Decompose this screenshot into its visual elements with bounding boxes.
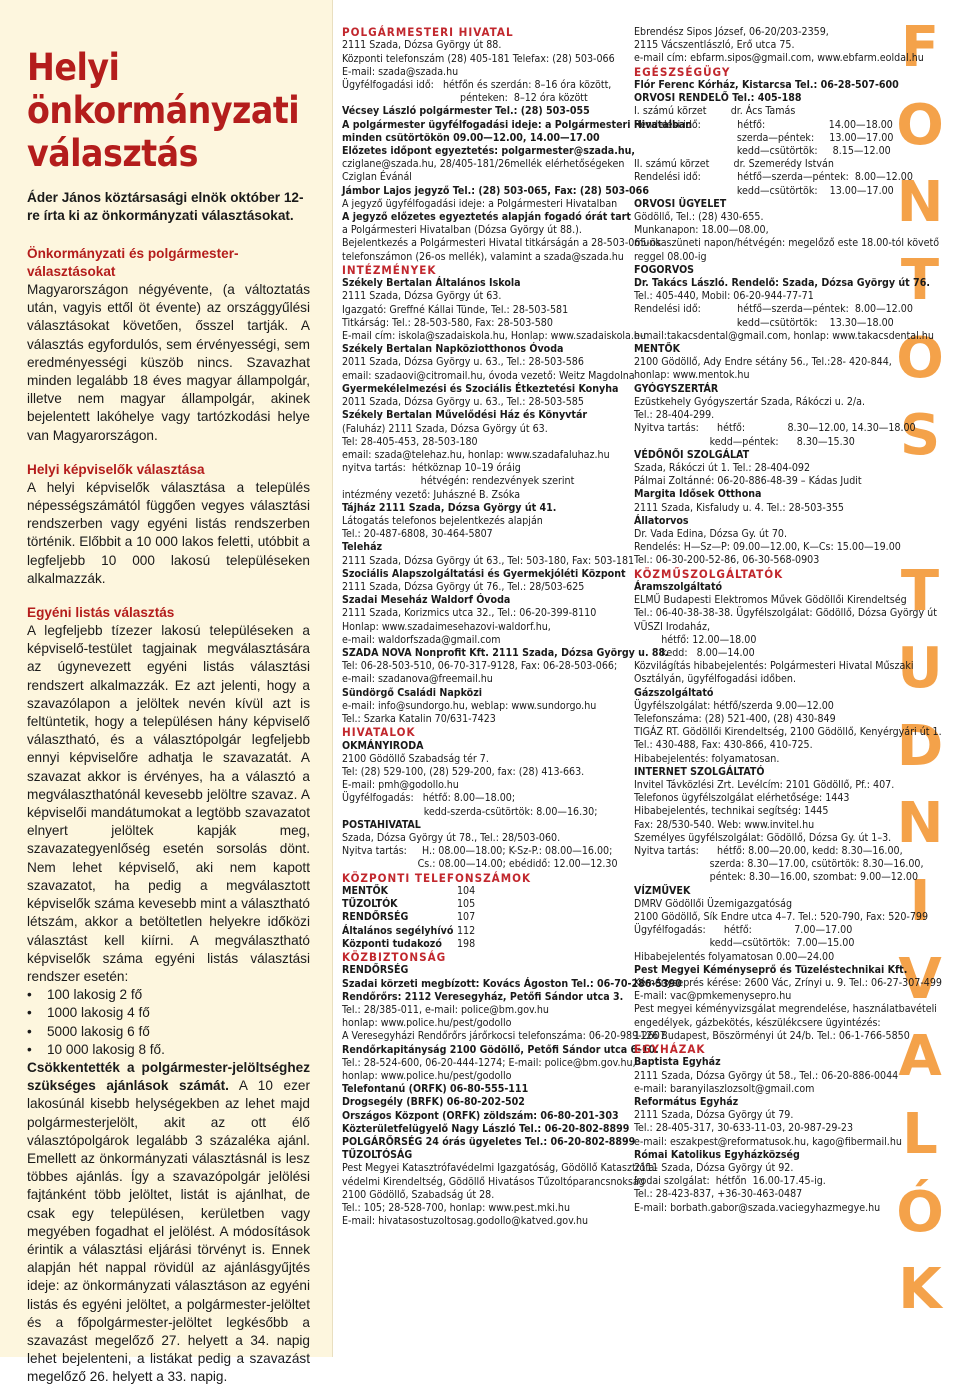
directory-line: Jámbor Lajos jegyző Tel.: (28) 503-065, Fax: (28) 503-066 <box>342 184 649 197</box>
directory-line: Pest Megyei Katasztrófavédelmi Igazgatóság, Gödöllő Katasztrófa- <box>342 1162 658 1175</box>
seat-count-list <box>27 986 310 1059</box>
directory-line: Ügyfélfogadás: hétfő: 8.00—18.00; <box>342 792 516 805</box>
directory-line: honlap: www.mentok.hu <box>634 369 750 382</box>
side-title-letter: N <box>896 170 944 235</box>
phone-row <box>342 925 620 938</box>
side-title-letter: N <box>896 791 944 856</box>
directory-line: cziglane@szada.hu, 28/405-181/26mellék elérhetőségeken <box>342 158 625 171</box>
directory-line: kedd—csütörtök: 7.00—15.00 <box>634 937 855 950</box>
directory-line: ELMŰ Budapesti Elektromos Művek Gödöllői Kirendeltség <box>634 594 907 607</box>
directory-line: Állatorvos <box>634 514 689 527</box>
directory-line: 1126 Budapest, Böszörményi út 24/b. Tel.: 06-1-766-5850 <box>634 1029 910 1042</box>
phone-number: 105 <box>457 898 476 911</box>
article-column <box>0 0 333 1385</box>
closing-paragraph <box>27 1059 310 1387</box>
directory-line: e-mail: eszakpest@reformatusok.hu, kago@fibermail.hu <box>634 1135 902 1148</box>
directory-line: Cs.: 08.00—14.00; ebédidő: 12.00—12.30 <box>342 858 618 871</box>
directory-line: Hibabejelentés folyamatosan 0.00—24.00 <box>634 950 835 963</box>
directory-line: Telefonszáma: (28) 521-400, (28) 430-849 <box>634 712 836 725</box>
directory-line: Drogsegély (BRFK) 06-80-202-502 <box>342 1096 525 1109</box>
directory-line: hétvégén: rendezvények szerint <box>342 475 575 488</box>
directory-line: MENTŐK <box>634 343 680 356</box>
directory-line: Sündörgő Családi Napközi <box>342 686 483 699</box>
directory-line: Személyes ügyfélszolgálat: Gödöllő, Dózsa Gy. út 1–3. <box>634 831 892 844</box>
directory-line: Ügyfélfogadás: hétfő: 7.00—17.00 <box>634 924 853 937</box>
directory-line: kedd—péntek: 8.30—15.30 <box>634 435 855 448</box>
directory-line: Országos Központ (ORFK) zöldszám: 06-80-201-303 <box>342 1109 619 1122</box>
side-title-letter: T <box>900 559 940 624</box>
side-title-letter: F <box>900 15 940 80</box>
section-header: KÖZMŰSZOLGÁLTATÓK <box>634 566 784 581</box>
directory-line: Teleház <box>342 541 383 554</box>
directory-line: Szada, Dózsa György út 78., Tel.: 28/503-060. <box>342 832 561 844</box>
phone-label: RENDŐRSÉG <box>342 911 409 924</box>
directory-line: Római Katolikus Egyházközség <box>634 1148 800 1161</box>
directory-line: Tel: 28-405-453, 28-503-180 <box>342 435 478 448</box>
directory-line: 2100 Gödöllő, Sík Endre utca 4–7. Tel.: 520-790, Fax: 520-799 <box>634 911 929 924</box>
section-header: HIVATALOK <box>342 725 416 740</box>
directory-line: 2111 Szada, Dózsa György út 63. <box>342 290 502 303</box>
directory-line: Margita Idősek Otthona <box>634 488 762 501</box>
directory-line: Irodai szolgálat: hétfőn 16.00-17.45-ig. <box>634 1175 826 1188</box>
phone-number: 107 <box>457 911 476 924</box>
directory-line: Pest megyei kéményvizsgálat megrendelése, használatbavételi <box>634 1003 937 1016</box>
phone-label: Központi tudakozó <box>342 937 442 950</box>
phone-row <box>342 911 620 924</box>
directory-line: E-mail: pmh@godollo.hu <box>342 779 459 792</box>
directory-line: Központi telefonszám (28) 405-181 Telefax: (28) 503-066 <box>342 52 615 65</box>
directory-line: GYÓGYSZERTÁR <box>634 382 719 395</box>
directory-line: Székely Bertalan Általános Iskola <box>342 277 521 290</box>
directory-line: Tel.: 430-488, Fax: 430-866, 410-725. <box>634 739 813 752</box>
directory-line: Rendelés: H—Sz—P: 09.00—12.00, K—Cs: 15.00—19.00 <box>634 541 901 554</box>
directory-line: Előzetes időpont egyeztetés: polgarmester@szada.hu, <box>342 145 636 158</box>
directory-line: E-mail: borbath.gabor@szada.vaciegyhazmegye.hu <box>634 1201 881 1214</box>
directory-line: 2011 Szada, Dózsa György u. 63., Tel.: 28-503-585 <box>342 396 584 409</box>
directory-line: Szadai Meseház Waldorf Óvoda <box>342 594 511 607</box>
directory-line: 2100 Gödöllő, Ady Endre sétány 56., Tel.:28- 420-844, <box>634 356 892 369</box>
directory-line: Tájház 2111 Szada, Dózsa György út 41. <box>342 501 557 514</box>
phone-row <box>342 885 620 898</box>
directory-line: Közterületfelügyelő Nagy László Tel.: 06-20-802-8899 <box>342 1122 630 1135</box>
section-header: POLGÁRMESTERI HIVATAL <box>342 25 514 39</box>
directory-line: Igazgató: Greffné Kállai Tünde, Tel.: 28-503-581 <box>342 303 569 316</box>
directory-line: E-mail cím: iskola@szadaiskola.hu, Honlap: www.szadaiskola.hu <box>342 330 647 343</box>
side-title-letter: V <box>898 947 942 1012</box>
article-title: Helyi önkormányzati választás <box>27 46 300 175</box>
directory-line: Invitel Távközlési Zrt. Levélcím: 2101 Gödöllő, Pf.: 407. <box>634 778 895 791</box>
directory-line: Református Egyház <box>634 1096 739 1109</box>
directory-line: kedd—csütörtök: 13.30—18.00 <box>634 316 894 329</box>
section-header: EGYHÁZAK <box>634 1042 706 1057</box>
directory-line: Székely Bertalan Napköziotthonos Óvoda <box>342 343 564 356</box>
directory-line: Látogatás telefonos bejelentkezés alapján <box>342 514 543 527</box>
directory-line: A polgármester ügyfélfogadási ideje: a Polgármesteri Hivatalban <box>342 118 692 131</box>
directory-line: e-mail cím: ebfarm.sipos@gmail.com, www.ebfarm.eoldal.hu <box>634 52 924 65</box>
directory-line: A jegyző ügyfélfogadási ideje: a Polgármesteri Hivatalban <box>342 197 618 210</box>
directory-line: 2115 Vácszentlászló, Erő utca 75. <box>634 39 795 52</box>
directory-line: péntek: 8.30—16.00, szombat: 9.00—12.00 <box>634 871 919 884</box>
section-title: Önkormányzati és polgármester-választásokat <box>27 246 239 279</box>
list-item: • 1000 lakosig 4 fő <box>27 1004 310 1022</box>
phone-label: TŰZOLTÓK <box>342 898 398 911</box>
directory-line: Szada, Rákóczi út 1. Tel.: 28-404-092 <box>634 461 811 474</box>
directory-line: Tel.: 28/385-011, e-mail: police@bm.gov.hu <box>342 1004 549 1017</box>
directory-line: Tel.: 06-30-200-52-86, 06-30-568-0903 <box>634 554 820 567</box>
directory-line: a Polgármesteri Hivatalban (Dózsa György út 88.). <box>342 224 582 237</box>
directory-line: Szociális Alapszolgáltatási és Gyermekjóléti Központ <box>342 567 626 580</box>
directory-line: 2111 Szada, Dózsa György út 63., Tel: 503-180, Fax: 503-181 <box>342 554 635 567</box>
directory-line: Székely Bertalan Művelődési Ház és Könyvtár <box>342 409 588 422</box>
section-title: Egyéni listás választás <box>27 605 175 621</box>
directory-line: ORVOSI ÜGYELET <box>634 197 727 210</box>
directory-line: TŰZOLTÓSÁG <box>342 1149 413 1162</box>
side-title-letter: A <box>898 1024 942 1089</box>
side-title-letter: Ó <box>896 1180 944 1245</box>
directory-line: Hibabejelentés: folyamatosan. <box>634 752 780 765</box>
directory-line: 2111 Szada, Korizmics utca 32., Tel.: 06-20-399-8110 <box>342 607 597 620</box>
directory-line: Tel.: 28-404-299. <box>634 409 715 422</box>
directory-line: Baptista Egyház <box>634 1056 721 1069</box>
phone-label: Általános segélyhívó <box>342 924 454 937</box>
directory-line: Kéményseprés kérése: 2600 Vác, Zrínyi u. 9. Tel.: 06-27-307-499 <box>634 977 942 990</box>
section-header: KÖZBIZTONSÁG <box>342 950 447 965</box>
phone-number: 198 <box>457 937 476 950</box>
section-header: KÖZPONTI TELEFONSZÁMOK <box>342 870 532 885</box>
directory-line: Pálmai Zoltánné: 06-20-886-48-39 – Kádas Judit <box>634 475 862 488</box>
directory-line: hétfő: 12.00—18.00 <box>634 633 757 646</box>
section-text: Magyarországon négyévente, (a változtatás után, vagyis ettől öt évente) az országgyűlési választásokat követően, ősszel tartják. A választás egyfordulós, sem érvényességi, sem eredményességi küszöb nincs. Szavazhat minden legalább 18 éves magyar állampolgár, illetve nem magyar állampolgár, akinek bejelentett lakóhelye vagy tartózkodási helye van Magyarországon. <box>27 282 310 443</box>
side-title-letter: U <box>897 636 943 701</box>
directory-line: I. számú körzet dr. Ács Tamás <box>634 105 796 118</box>
directory-line: Tel.: 06-40-38-38-38. Ügyfélszolgálat: Gödöllő, Dózsa György út <box>634 607 937 620</box>
directory-line: Rendelési idő: hétfő—szerda—péntek: 8.00—12.00 <box>634 171 913 184</box>
directory-line: Tel.: 28-405-317, 30-633-11-03, 20-987-29-23 <box>634 1122 854 1135</box>
directory-line: Nyitva tartás: hétfő: 8.00—20.00, kedd: 8.30—16.00, <box>634 845 903 857</box>
directory-line: TIGÁZ RT. Gödöllői Kirendeltség, 2100 Gödöllő, Kenyérgyári út 1. <box>634 726 942 739</box>
directory-line: pénteken: 8–12 óra között <box>342 92 588 105</box>
directory-line: 2011 Szada, Dózsa György u. 63., Tel.: 28-503-586 <box>342 356 584 369</box>
directory-line: Tel: (28) 529-100, (28) 529-200, fax: (28) 413-663. <box>342 765 585 778</box>
closing-text: A 10 ezer lakosúnál kisebb helységekben az lehet majd polgármesterjelölt, akit az ott élő választópolgárok legalább 3 százaléka ajánl. Emellett az önkormányzati választásnál is lesz többes ajánlás. Így a szavazópolgár jelölési fajtánként több jelöltet, listát is ajánlhat, de csak egy településen, kerületben vagy megyében fogadhat el jelölést. A módosítások érintik a választási eljárási törvényt is. Ennek alapján hét nappal rövidül az ajánlásgyűjtés ideje: az önkormányzati választáson az egyéni listás és egyéni jelöltet, a polgármester-jelöltet és a főpolgármester-jelöltet legkésőbb a szavazást megelőző 27. helyett a 34. napig lehet bejelenteni, a listákat pedig a szavazást megelőző 26. helyett a 33. napig. <box>27 1078 310 1385</box>
directory-line: Gázszolgáltató <box>634 686 714 699</box>
directory-line: e-mail: baranyilaszlozsolt@gmail.com <box>634 1082 815 1095</box>
directory-line: II. számú körzet dr. Szemerédy István <box>634 158 834 171</box>
list-item: • 100 lakosig 2 fő <box>27 986 310 1004</box>
phone-number: 112 <box>457 924 476 937</box>
directory-line: Cziglan Évánál <box>342 171 412 184</box>
list-item: • 5000 lakosig 6 fő <box>27 1023 310 1041</box>
section-title: Helyi képviselők választása <box>27 461 205 477</box>
directory-line: Honlap: www.szadaimesehazovi-waldorf.hu, <box>342 620 551 633</box>
directory-line: Áramszolgáltató <box>634 580 723 593</box>
directory-line: Szadai körzeti megbízott: Kovács Ágoston Tel.: 06-70-286-5390 <box>342 977 682 990</box>
directory-line: kedd-szerda-csütörtök: 8.00—16.30; <box>342 805 598 818</box>
section-header: INTÉZMÉNYEK <box>342 262 437 277</box>
side-title-letter: O <box>896 93 944 158</box>
directory-line: VÍZMŰVEK <box>634 884 691 897</box>
directory-line: Vécsey László polgármester Tel.: (28) 503-055 <box>342 105 590 118</box>
directory-line: INTERNET SZOLGÁLTATÓ <box>634 765 765 778</box>
directory-line: szerda—péntek: 13.00—17.00 <box>634 131 894 144</box>
side-title-letter: K <box>898 1257 942 1322</box>
directory-line: Osztályán, ügyfélfogadási időben. <box>634 673 796 686</box>
directory-line: Ügyfélszolgálat: hétfő/szerda 9.00—12.00 <box>634 699 834 712</box>
phone-number: 104 <box>457 885 476 898</box>
directory-line: A Veresegyházi Rendőrőrs járőrkocsi telefonszáma: 06-20-989-2607 <box>342 1030 666 1043</box>
directory-line: Tel.: 28-524-600, 06-20-444-1274; E-mail: police@bm.gov.hu, <box>342 1056 636 1069</box>
directory-line: SZADA NOVA Nonprofit Kft. 2111 Szada, Dózsa György u. 88. <box>342 646 669 659</box>
directory-line: Titkárság: Tel.: 28-503-580, Fax: 28-503-580 <box>342 316 553 329</box>
directory-line: Tel.: 20-487-6808, 30-464-5807 <box>342 528 493 541</box>
directory-line: Flór Ferenc Kórház, Kistarcsa Tel.: 06-28-507-600 <box>634 79 899 92</box>
directory-line: telefonszámon (26-os mellék), valamint a szada@szada.hu <box>342 250 624 263</box>
directory-line: 2100 Gödöllő, Szabadság út 28. <box>342 1188 495 1201</box>
directory-line: Munkanapon: 18.00—08.00, <box>634 224 769 237</box>
directory-line: VÜSZI Irodaház, <box>634 620 711 633</box>
directory-line: ORVOSI RENDELŐ Tel.: 405-188 <box>634 92 802 105</box>
phone-label: MENTŐK <box>342 885 388 898</box>
directory-line: POLGÁRŐRSÉG 24 órás ügyeletes Tel.: 06-20-802-8899 <box>342 1136 636 1149</box>
list-item: • 10 000 lakosig 8 fő. <box>27 1041 310 1059</box>
directory-line: Gyermekélelmezési és Szociális Étkeztetési Konyha <box>342 382 619 395</box>
side-title-letter: S <box>899 403 941 468</box>
directory-line: Dr. Vada Edina, Dózsa Gy. út 70. <box>634 527 787 540</box>
section-text: A helyi képviselők választása a település népességszámától függően vegyes választási rendszerben vagy egyéni listás rendszerben történik. Előbbit a 10 000 lakos feletti, utóbbit a legfeljebb 10 000 lakosú településeken alkalmazzák. <box>27 479 310 586</box>
side-title-letter: L <box>902 1102 938 1167</box>
directory-line: munkaszüneti napon/hétvégén: megelőző este 18.00-tól követő <box>634 237 940 250</box>
article-intro: Áder János köztársasági elnök október 12-re írta ki az önkormányzati választásokat. <box>27 190 304 223</box>
directory-line: Rendőrőrs: 2112 Veresegyház, Petőfi Sándor utca 3. <box>342 990 624 1003</box>
directory-line: Tel: 06-28-503-510, 06-70-317-9128, Fax: 06-28-503-066; <box>342 660 618 673</box>
directory-line: kedd—csütörtök: 8.15—12.00 <box>634 145 891 158</box>
directory-line: Tel.: 405-440, Mobil: 06-20-944-77-71 <box>634 290 814 303</box>
directory-line: Telefonos ügyfélszolgálat elérhetősége: 1443 <box>634 792 850 805</box>
directory-line: 2111 Szada, Dózsa György út 92. <box>634 1162 794 1175</box>
directory-line: Hibabejelentés, technikai segítség: 1445 <box>634 805 829 818</box>
directory-line: 2111 Szada, Dózsa György út 79. <box>634 1109 794 1122</box>
directory-line: Telefontanú (ORFK) 06-80-555-111 <box>342 1083 529 1096</box>
directory-line: Rendelési idő: hétfő—szerda—péntek: 8.00—12.00 <box>634 303 913 316</box>
directory-line: E-mail: hivatasostuzoltosag.godollo@katved.gov.hu <box>342 1215 589 1228</box>
directory-line: 2111 Szada, Dózsa György út 88. <box>342 39 502 52</box>
directory-line: E-mail: szada@szada.hu <box>342 65 459 78</box>
directory-column-right <box>634 26 942 1215</box>
section-header: EGÉSZSÉGÜGY <box>634 64 731 79</box>
directory-line: Tel.: 105; 28-528-700, honlap: www.pest.mki.hu <box>342 1202 570 1215</box>
directory-line: 2111 Szada, Kisfaludy u. 4. Tel.: 28-503-355 <box>634 501 844 514</box>
directory-line: Nyitva tartás: H.: 08.00—18.00; K-Sz-P.: 08.00—16.00; <box>342 845 613 858</box>
directory-line: Ebrendész Sipos József, 06-20/203-2359, <box>634 26 829 38</box>
directory-line: védelmi Kirendeltség, Gödöllő Hivatásos Tűzoltóparancsnokság <box>342 1175 645 1188</box>
directory-line: kedd: 8.00—14.00 <box>634 646 755 659</box>
side-title-letter: O <box>896 326 944 391</box>
directory-line: Ügyfélfogadási idő: hétfőn és szerdán: 8–16 óra között, <box>342 79 612 92</box>
directory-line: 2100 Gödöllő Szabadság tér 7. <box>342 752 489 765</box>
directory-line: E-mail: vac@pmkemenyseprо.hu <box>634 990 792 1003</box>
phone-row <box>342 898 620 911</box>
directory-line: Rendőrkapitányság 2100 Gödöllő, Petőfi Sándor utca 6–10. <box>342 1043 659 1056</box>
directory-line: engedélyek, gázbekötés, készülékcsere ügyintézés: <box>634 1016 881 1029</box>
directory-line: Tel.: Szarka Katalin 70/631-7423 <box>342 712 496 725</box>
directory-line: Dr. Takács László. Rendelő: Szada, Dózsa György út 76. <box>634 277 930 290</box>
side-title-letter: I <box>909 869 931 934</box>
directory-line: RENDŐRSÉG <box>342 964 409 977</box>
directory-line: 2111 Szada, Dózsa György út 76., Tel.: 28/503-625 <box>342 580 585 593</box>
directory-line: VÉDŐNŐI SZOLGÁLAT <box>634 448 750 461</box>
directory-line: honlap: www.police.hu/pest/godollo <box>342 1070 512 1083</box>
directory-line: 2111 Szada, Dózsa György út 58., Tel.: 06-20-886-0044 <box>634 1069 899 1082</box>
directory-line: reggel 08.00-ig <box>634 250 707 263</box>
directory-line: Rendelési idő: hétfő: 14.00—18.00 <box>634 118 893 131</box>
directory-line: DMRV Gödöllői Üzemigazgatóság <box>634 897 793 910</box>
directory-line: nyitva tartás: hétköznap 10–19 óráig <box>342 462 521 475</box>
directory-line: intézmény vezető: Juhászné B. Zsóka <box>342 488 521 501</box>
directory-line: Ezüstkehely Gyógyszertár Szada, Rákóczi u. 2/a. <box>634 395 865 408</box>
directory-line: email: szada@telehaz.hu, honlap: www.szadafaluhaz.hu <box>342 448 610 461</box>
directory-line: (Faluház) 2111 Szada, Dózsa György út 63. <box>342 422 548 435</box>
directory-line: OKMÁNYIRODA <box>342 739 424 752</box>
directory-line: FOGORVOS <box>634 263 695 276</box>
directory-line: Gödöllő, Tel.: (28) 430-655. <box>634 211 764 224</box>
closing-bold: Csökkentették a polgármester-jelöltséghez szükséges ajánlások számát. <box>27 1059 310 1094</box>
side-title-letter: T <box>900 248 940 313</box>
directory-line: Nyitva tartás: hétfő: 8.30—12.00, 14.30—18.00 <box>634 422 916 435</box>
directory-line: Tel.: 28-423-837, +36-30-463-0487 <box>634 1188 803 1201</box>
directory-line: POSTAHIVATAL <box>342 818 421 831</box>
directory-line: honlap: www.police.hu/pest/godollo <box>342 1017 512 1030</box>
directory-line: Közvilágítás hibabejelentés: Polgármesteri Hivatal Műszaki <box>634 660 914 673</box>
directory-line: e-mail: waldorfszada@gmail.com <box>342 633 501 646</box>
directory-line: e-mail: info@sundorgo.hu, weblap: www.sundorgo.hu <box>342 699 597 712</box>
directory-line: minden csütörtökön 09.00—12.00, 14.00—17.00 <box>342 131 600 144</box>
directory-line: Bejelentkezés a Polgármesteri Hivatal titkárságán a 28-503-065-ös <box>342 237 661 250</box>
directory-line: email: szadaovi@citromail.hu, óvoda vezető: Weitz Magdolna <box>342 369 635 382</box>
directory-line: kedd—csütörtök: 13.00—17.00 <box>634 184 894 197</box>
directory-line: Pest Megyei Kéményseprő és Tüzeléstechnikai Kft. <box>634 963 908 976</box>
directory-line: Fax: 28/530-540. Web: www.invitel.hu <box>634 818 815 831</box>
section-text: A legfeljebb tízezer lakosú településeken a képviselő-testület tagjainak megválasztására az úgynevezett egyéni listás választási rendszert alkalmazzák. Ez azt jelenti, hogy a szavazólapon a jelöltek nevén kívül azt is feltüntetik, hogy a településen hány képviselő választható, és a választópolgár legfeljebb ennyi képviselőre adhatja le szavazatát. A szavazat akkor is érvényes, ha a választó a megválaszthatónál kevesebb jelöltre szavaz. A képviselői mandátumokat a legtöbb szavazatot elnyert jelöltek kapják meg, szavazategyenlőség esetén sorsolás dönt. Nem lehet képviselő, aki nem kapott szavazatot, ha pedig a megválasztott képviselők száma kevesebb mint a választható létszám, akkor a betöltetlen helyekre időközi választást kell kiírni. A megválasztható képviselők száma egyéni listás választási rendszer esetén: <box>27 623 310 984</box>
directory-line: e-mail:takacsdental@gmail.com, honlap: www.takacsdental.hu <box>634 329 934 342</box>
directory-line: e-mail: szadanova@freemail.hu <box>342 673 493 686</box>
side-title-letter: D <box>896 714 944 779</box>
directory-line: szerda: 8.30—17.00, csütörtök: 8.30—16.00, <box>634 858 924 871</box>
directory-line: A jegyző előzetes egyeztetés alapján fogadó órát tart <box>342 211 631 224</box>
